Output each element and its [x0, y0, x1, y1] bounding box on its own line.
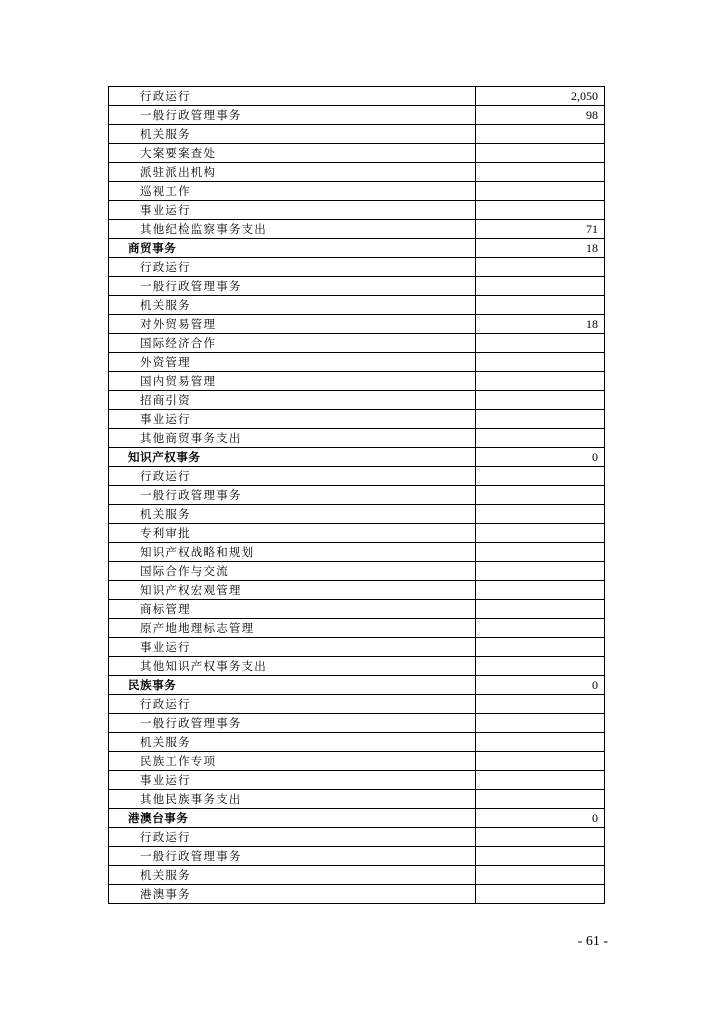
amount-cell: 18: [476, 239, 605, 258]
amount-cell: [476, 410, 605, 429]
table-row: [109, 220, 605, 239]
table-row: [109, 714, 605, 733]
amount-cell: [476, 182, 605, 201]
amount-cell: [476, 505, 605, 524]
table-row: [109, 866, 605, 885]
item-name-cell: 一般行政管理事务: [109, 277, 476, 296]
category-row: [109, 448, 605, 467]
amount-cell: [476, 733, 605, 752]
amount-cell: [476, 201, 605, 220]
table-row: [109, 847, 605, 866]
item-name-cell: 知识产权战略和规划: [109, 543, 476, 562]
item-name-cell: 机关服务: [109, 733, 476, 752]
item-name-cell: 其他商贸事务支出: [109, 429, 476, 448]
table-row: [109, 296, 605, 315]
table-row: [109, 372, 605, 391]
item-name-cell: 事业运行: [109, 638, 476, 657]
table-row: [109, 106, 605, 125]
amount-cell: [476, 353, 605, 372]
item-name-cell: 民族工作专项: [109, 752, 476, 771]
amount-cell: [476, 828, 605, 847]
item-name-cell: 机关服务: [109, 296, 476, 315]
table-row: [109, 277, 605, 296]
amount-cell: [476, 277, 605, 296]
item-name-cell: 对外贸易管理: [109, 315, 476, 334]
category-name-cell: 港澳台事务: [109, 809, 476, 828]
item-name-cell: 知识产权宏观管理: [109, 581, 476, 600]
table-row: [109, 885, 605, 904]
item-name-cell: 国内贸易管理: [109, 372, 476, 391]
table-row: [109, 144, 605, 163]
amount-cell: [476, 296, 605, 315]
amount-cell: [476, 372, 605, 391]
item-name-cell: 一般行政管理事务: [109, 847, 476, 866]
table-row: [109, 733, 605, 752]
category-name-cell: 民族事务: [109, 676, 476, 695]
item-name-cell: 机关服务: [109, 505, 476, 524]
table-row: [109, 562, 605, 581]
table-row: [109, 87, 605, 106]
item-name-cell: 巡视工作: [109, 182, 476, 201]
table-body: [109, 87, 605, 904]
item-name-cell: 事业运行: [109, 771, 476, 790]
table-row: [109, 353, 605, 372]
amount-cell: [476, 125, 605, 144]
amount-cell: 0: [476, 809, 605, 828]
category-name-cell: 知识产权事务: [109, 448, 476, 467]
item-name-cell: 事业运行: [109, 410, 476, 429]
amount-cell: [476, 847, 605, 866]
item-name-cell: 一般行政管理事务: [109, 714, 476, 733]
item-name-cell: 招商引资: [109, 391, 476, 410]
item-name-cell: 派驻派出机构: [109, 163, 476, 182]
amount-cell: [476, 581, 605, 600]
item-name-cell: 一般行政管理事务: [109, 486, 476, 505]
item-name-cell: 大案要案查处: [109, 144, 476, 163]
table-row: [109, 695, 605, 714]
table-row: [109, 771, 605, 790]
amount-cell: [476, 638, 605, 657]
amount-cell: [476, 163, 605, 182]
item-name-cell: 行政运行: [109, 695, 476, 714]
amount-cell: [476, 258, 605, 277]
item-name-cell: 原产地地理标志管理: [109, 619, 476, 638]
amount-cell: [476, 429, 605, 448]
amount-cell: 71: [476, 220, 605, 239]
amount-cell: 18: [476, 315, 605, 334]
amount-cell: 98: [476, 106, 605, 125]
amount-cell: [476, 714, 605, 733]
category-row: [109, 239, 605, 258]
amount-cell: [476, 144, 605, 163]
amount-cell: [476, 486, 605, 505]
table-row: [109, 600, 605, 619]
amount-cell: [476, 866, 605, 885]
item-name-cell: 行政运行: [109, 828, 476, 847]
amount-cell: [476, 790, 605, 809]
amount-cell: [476, 524, 605, 543]
amount-cell: 0: [476, 448, 605, 467]
table-row: [109, 429, 605, 448]
table-row: [109, 752, 605, 771]
item-name-cell: 行政运行: [109, 258, 476, 277]
amount-cell: [476, 391, 605, 410]
item-name-cell: 港澳事务: [109, 885, 476, 904]
amount-cell: 2,050: [476, 87, 605, 106]
amount-cell: [476, 752, 605, 771]
item-name-cell: 商标管理: [109, 600, 476, 619]
table-row: [109, 334, 605, 353]
table-row: [109, 505, 605, 524]
page-number: - 61 -: [577, 934, 608, 949]
item-name-cell: 其他纪检监察事务支出: [109, 220, 476, 239]
category-row: [109, 676, 605, 695]
amount-cell: [476, 619, 605, 638]
amount-cell: [476, 600, 605, 619]
amount-cell: [476, 334, 605, 353]
item-name-cell: 行政运行: [109, 87, 476, 106]
table-row: [109, 163, 605, 182]
table-row: [109, 391, 605, 410]
category-row: [109, 809, 605, 828]
table-row: [109, 410, 605, 429]
item-name-cell: 事业运行: [109, 201, 476, 220]
amount-cell: [476, 695, 605, 714]
amount-cell: [476, 562, 605, 581]
item-name-cell: 机关服务: [109, 866, 476, 885]
item-name-cell: 机关服务: [109, 125, 476, 144]
item-name-cell: 国际合作与交流: [109, 562, 476, 581]
table-row: [109, 524, 605, 543]
table-row: [109, 619, 605, 638]
amount-cell: [476, 657, 605, 676]
item-name-cell: 一般行政管理事务: [109, 106, 476, 125]
table-row: [109, 182, 605, 201]
amount-cell: [476, 543, 605, 562]
item-name-cell: 其他民族事务支出: [109, 790, 476, 809]
item-name-cell: 外资管理: [109, 353, 476, 372]
table-row: [109, 258, 605, 277]
table-row: [109, 201, 605, 220]
table-row: [109, 790, 605, 809]
amount-cell: 0: [476, 676, 605, 695]
table-row: [109, 486, 605, 505]
table-row: [109, 315, 605, 334]
table-row: [109, 828, 605, 847]
amount-cell: [476, 771, 605, 790]
table-row: [109, 581, 605, 600]
item-name-cell: 行政运行: [109, 467, 476, 486]
table-row: [109, 467, 605, 486]
budget-table: [108, 86, 605, 904]
table-row: [109, 125, 605, 144]
item-name-cell: 其他知识产权事务支出: [109, 657, 476, 676]
category-name-cell: 商贸事务: [109, 239, 476, 258]
table-row: [109, 638, 605, 657]
table-row: [109, 543, 605, 562]
amount-cell: [476, 467, 605, 486]
table-row: [109, 657, 605, 676]
item-name-cell: 专利审批: [109, 524, 476, 543]
amount-cell: [476, 885, 605, 904]
item-name-cell: 国际经济合作: [109, 334, 476, 353]
